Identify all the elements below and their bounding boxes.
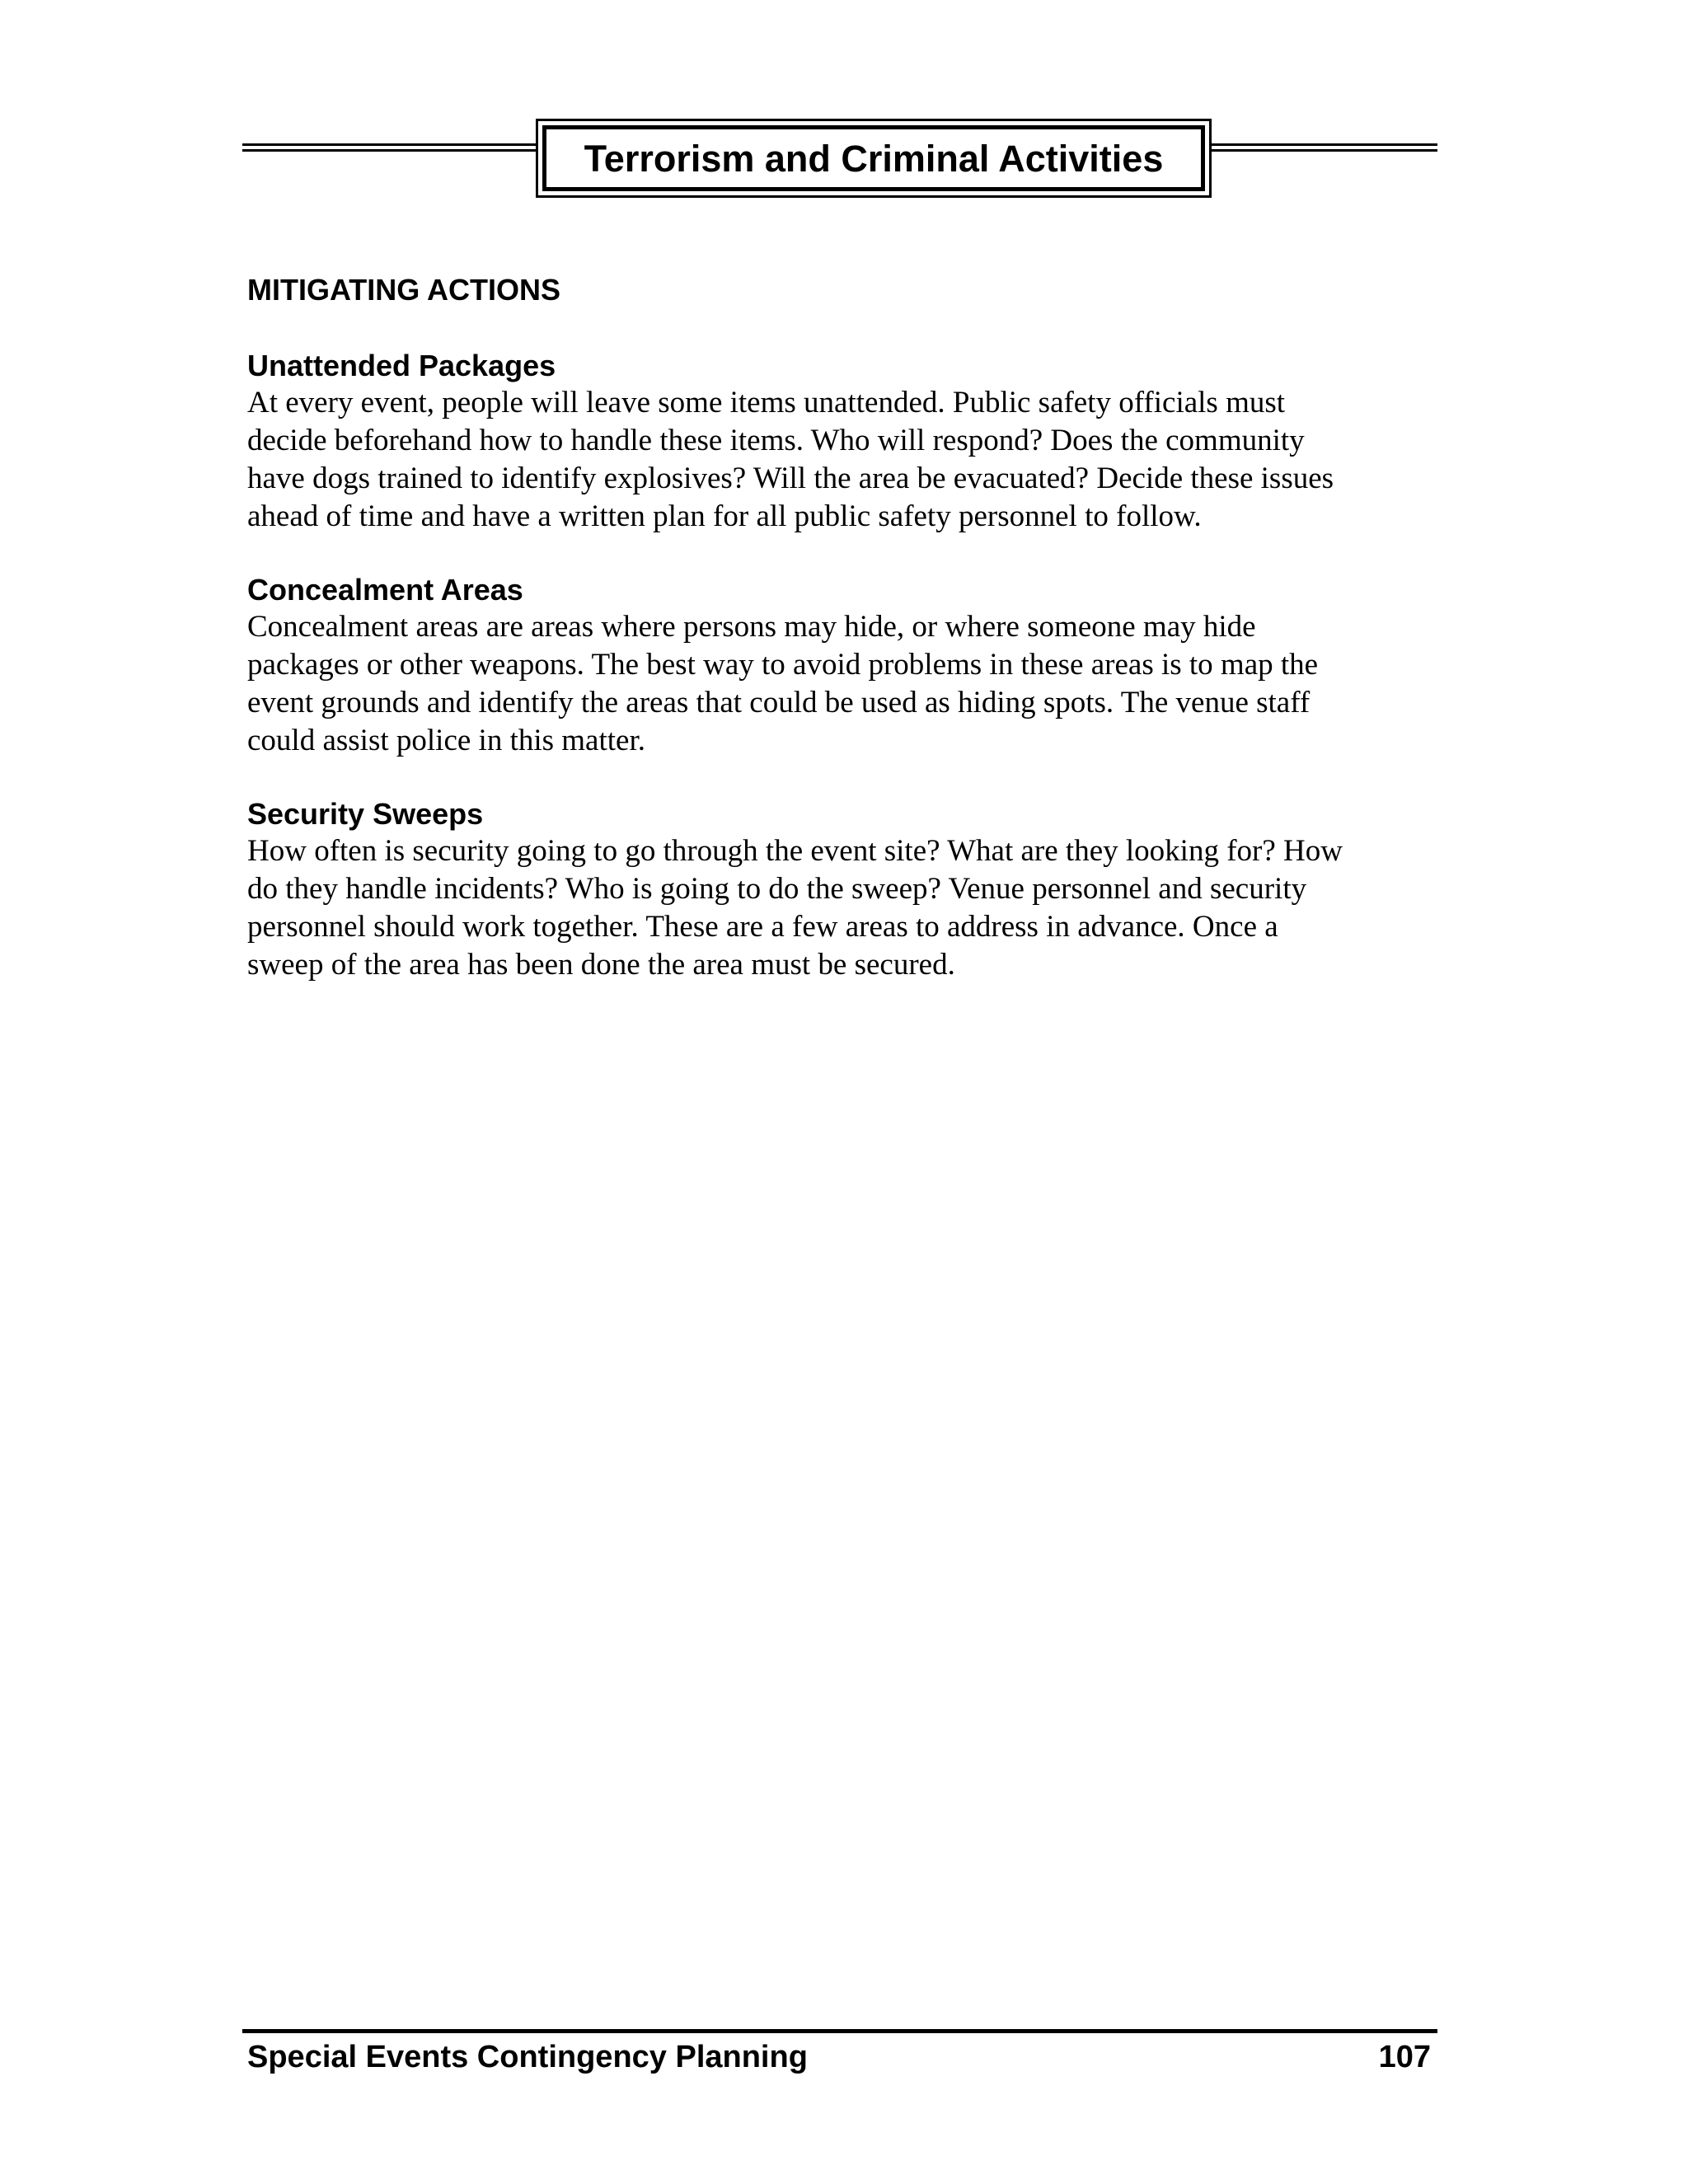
page-number: 107 (1378, 2040, 1431, 2074)
page-footer (242, 2029, 1437, 2076)
chapter-title: Terrorism and Criminal Activities (584, 137, 1164, 180)
paragraph-line: could assist police in this matter. (247, 724, 645, 757)
footer-document-title: Special Events Contingency Planning (247, 2040, 808, 2074)
chapter-header (242, 119, 1437, 198)
paragraph-line: ahead of time and have a written plan for all public safety personnel to follow. (247, 499, 1202, 533)
subsection-title: Unattended Packages (247, 349, 556, 382)
main-content (247, 272, 1442, 1020)
subsection-title: Security Sweeps (247, 797, 484, 831)
paragraph-line: event grounds and identify the areas that could be used as hiding spots. The venue staff (247, 686, 1311, 719)
paragraph-line: Concealment areas are areas where persons may hide, or where someone may hide (247, 610, 1256, 644)
subsection-unattended-packages (247, 348, 1442, 536)
paragraph-line: have dogs trained to identify explosives? Will the area be evacuated? Decide these issues (247, 462, 1334, 495)
paragraph (247, 832, 1442, 984)
paragraph-line: sweep of the area has been done the area must be secured. (247, 948, 955, 982)
paragraph (247, 384, 1442, 536)
header-rule-right (1195, 143, 1437, 152)
paragraph-line: How often is security going to go through the event site? What are they looking for? How (247, 834, 1343, 868)
paragraph-line: personnel should work together. These are a few areas to address in advance. Once a (247, 910, 1278, 944)
paragraph-line: packages or other weapons. The best way to avoid problems in these areas is to map the (247, 648, 1319, 682)
subsection-title: Concealment Areas (247, 573, 523, 607)
paragraph-line: At every event, people will leave some items unattended. Public safety officials must (247, 386, 1286, 419)
subsection-concealment-areas (247, 572, 1442, 760)
chapter-title-box (536, 119, 1212, 198)
paragraph-line: do they handle incidents? Who is going to do the sweep? Venue personnel and security (247, 872, 1307, 906)
section-title: MITIGATING ACTIONS (247, 273, 560, 307)
paragraph-line: decide beforehand how to handle these items. Who will respond? Does the community (247, 424, 1305, 457)
header-rule-left (242, 143, 537, 152)
subsection-security-sweeps (247, 796, 1442, 984)
paragraph (247, 608, 1442, 760)
chapter-title-box-inner (542, 125, 1205, 191)
